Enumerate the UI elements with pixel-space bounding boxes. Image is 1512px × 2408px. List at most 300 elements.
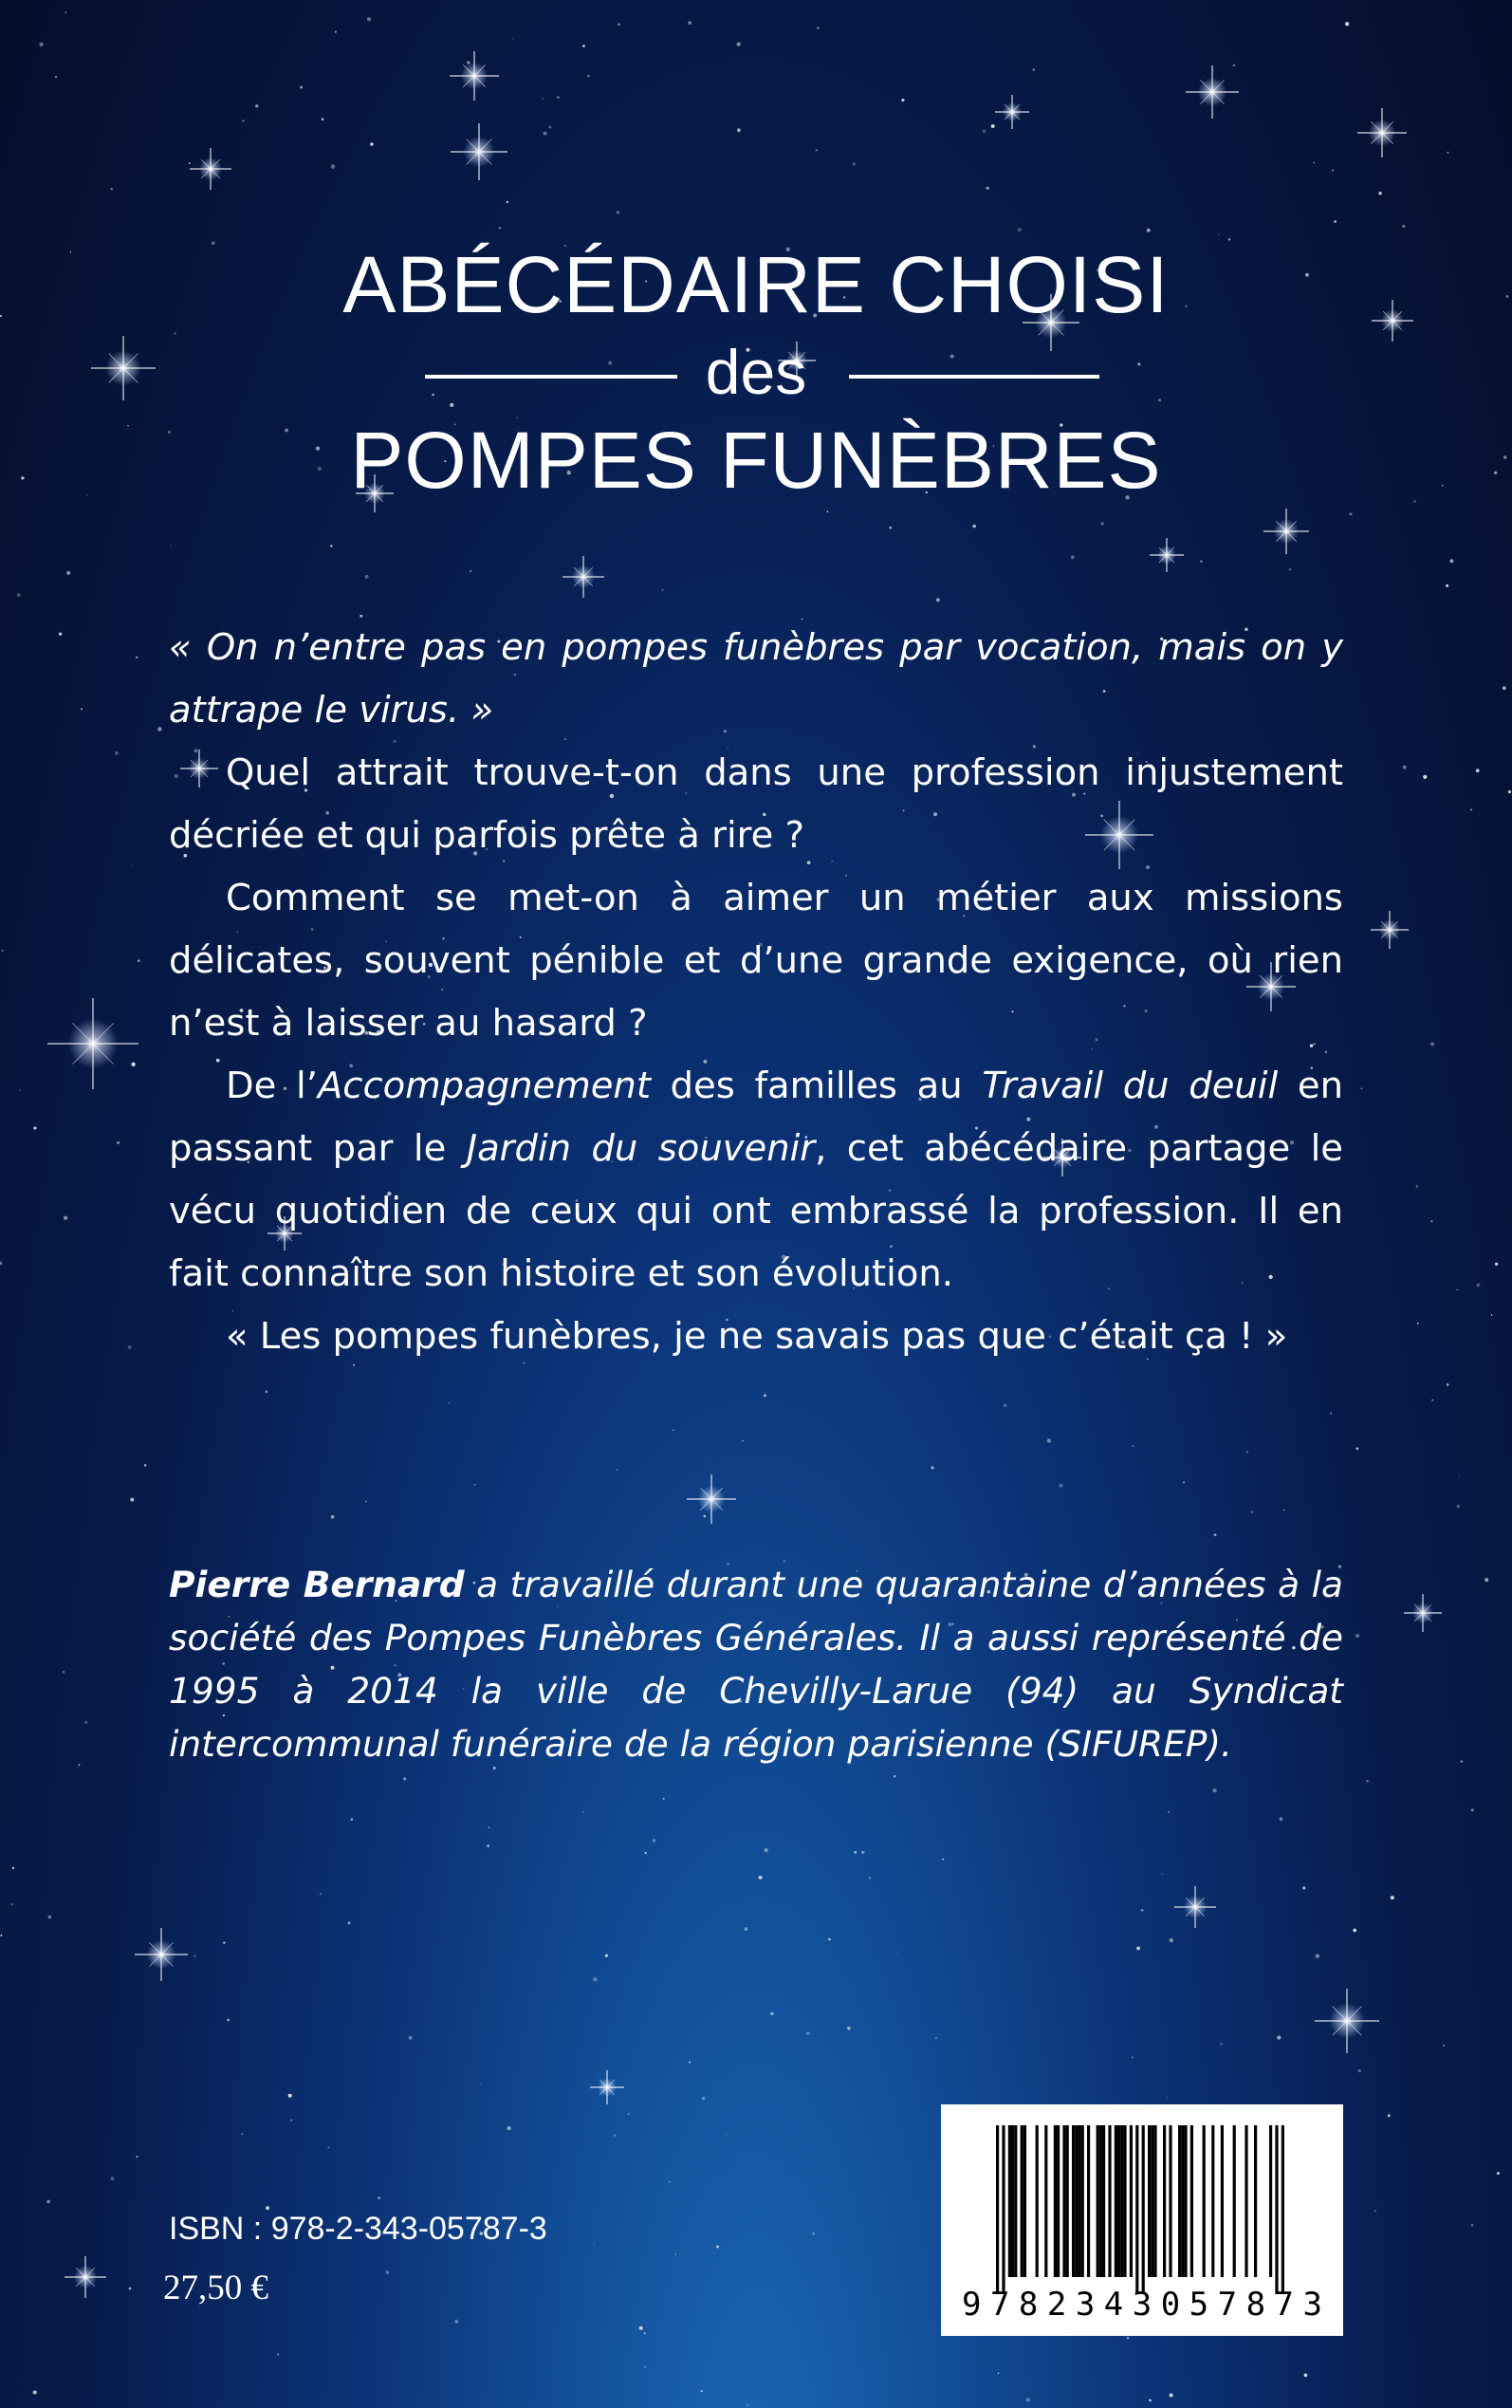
barcode-bar (1087, 2125, 1090, 2277)
star-dot (1355, 1634, 1359, 1638)
star-dot (806, 2031, 810, 2035)
star-dot (512, 38, 514, 40)
p3-italic-travail-du-deuil: Travail du deuil (982, 1065, 1279, 1107)
star-dot (582, 1812, 584, 1814)
title-line-2: des (705, 337, 807, 407)
author-bio (169, 1558, 1343, 1770)
star-dot (1004, 1404, 1006, 1407)
star-dot (716, 2246, 719, 2249)
star-dot (1403, 766, 1407, 769)
star-dot (812, 2232, 815, 2235)
star-dot (737, 128, 741, 132)
star-dot (1330, 1413, 1332, 1415)
star-dot (1334, 220, 1337, 223)
star-dot (972, 525, 976, 528)
star-dot (1280, 1818, 1283, 1822)
author-bio-text: a travaillé durant une quarantaine d’années à la société des Pompes Funèbres Générales. Il a aussi représenté de 1995 à 2014 la ville de Chevilly-Larue (94) au Syndicat intercommunal funéraire de la région parisienne (SIFUREP). (169, 1564, 1343, 1765)
barcode-bar (1142, 2125, 1145, 2294)
barcode-bar (1254, 2125, 1257, 2277)
barcode-bar (1021, 2125, 1023, 2277)
star-dot (0, 1262, 2, 1266)
star-dot (487, 1844, 489, 1847)
barcode-bar (1130, 2125, 1133, 2277)
barcode-bar (1120, 2125, 1123, 2277)
star-dot (1361, 1087, 1363, 1089)
barcode-bar (1148, 2125, 1151, 2277)
star-dot (1332, 169, 1334, 171)
barcode-bar (1135, 2125, 1138, 2294)
star-dot (1101, 522, 1104, 525)
barcode-bar (1203, 2125, 1206, 2277)
star-dot (1508, 790, 1511, 793)
star-dot (1233, 65, 1235, 66)
star-dot (266, 1390, 268, 1393)
barcode-bar (1057, 2125, 1060, 2277)
star-dot (115, 751, 119, 755)
star-dot (991, 124, 995, 128)
star-dot (1170, 1938, 1173, 1942)
title-line-3: POMPES FUNÈBRES (350, 416, 1162, 505)
star-dot (1431, 1220, 1433, 1222)
star-dot (747, 2404, 748, 2406)
star-dot (1316, 1954, 1319, 1958)
star-dot (1132, 2057, 1133, 2058)
star-dot (137, 2156, 138, 2158)
star-dot (662, 589, 664, 591)
star-dot (277, 2354, 278, 2355)
blurb-paragraph-1: Quel attrait trouve-t-on dans une profession injustement décriée et qui parfois prête à rire ? (169, 751, 1343, 857)
star-dot (499, 227, 501, 229)
barcode-bar (1181, 2125, 1184, 2277)
barcode-bar (1044, 2125, 1047, 2277)
star-dot (39, 43, 43, 46)
barcode-bar (1233, 2125, 1236, 2277)
star-dot (998, 2373, 1000, 2375)
p3-text-g: , cet abécédaire partage le vécu quotidien de ceux qui ont embrassé la profession. Il en fait connaître son histoire et son évolution. (169, 1127, 1343, 1295)
star-dot (223, 1942, 225, 1944)
star-dot (1350, 512, 1353, 515)
star-dot (46, 2200, 50, 2204)
star-dot (645, 1852, 647, 1854)
star-dot (330, 545, 332, 546)
barcode-bar (1023, 2125, 1026, 2277)
star-dot (614, 2135, 616, 2137)
star-dot (889, 527, 892, 529)
star-dot (290, 2120, 292, 2121)
star-dot (194, 1955, 195, 1957)
star-dot (129, 2288, 132, 2290)
star-dot (827, 511, 829, 513)
star-dot (1495, 1263, 1498, 1266)
star-dot (745, 1927, 748, 1931)
star-dot (1446, 584, 1448, 587)
star-dot (617, 1469, 618, 1471)
star-dot (241, 2133, 243, 2135)
star-dot (320, 1893, 322, 1895)
sparkle-star-icon (687, 1474, 736, 1524)
star-dot (347, 1921, 350, 1924)
barcode-digits: 9782343057873 (962, 2286, 1322, 2324)
barcode-bar (1153, 2125, 1156, 2277)
barcode-bar (1115, 2125, 1117, 2277)
star-dot (19, 1089, 20, 1090)
star-dot (1457, 1289, 1458, 1290)
star-dot (759, 1876, 763, 1880)
star-dot (227, 2019, 230, 2022)
star-dot (1071, 555, 1075, 559)
star-dot (1168, 1811, 1170, 1813)
star-dot (1277, 2036, 1281, 2040)
star-dot (138, 959, 140, 962)
star-dot (1491, 1314, 1492, 1315)
star-dot (1141, 1909, 1144, 1912)
star-dot (1183, 1481, 1185, 1483)
barcode-bar (1117, 2125, 1120, 2277)
star-dot (1059, 1484, 1062, 1488)
star-dot (542, 98, 544, 100)
star-dot (1431, 1399, 1433, 1401)
star-dot (1497, 2172, 1500, 2175)
star-dot (765, 1848, 768, 1852)
star-dot (639, 2326, 643, 2330)
barcode-bar (1151, 2125, 1153, 2277)
star-dot (55, 76, 57, 78)
barcode-bar (1163, 2125, 1166, 2277)
star-dot (1302, 1886, 1305, 1889)
star-dot (288, 2094, 292, 2098)
star-dot (242, 120, 245, 121)
sparkle-star-icon (450, 51, 499, 101)
p3-text-a: De l’ (226, 1065, 318, 1107)
star-dot (81, 708, 83, 710)
star-dot (409, 2036, 413, 2040)
p3-text-e: en passant par le (169, 1065, 1343, 1170)
star-dot (1018, 228, 1022, 232)
p3-text-c: des familles au (650, 1065, 983, 1107)
star-dot (817, 27, 819, 28)
star-dot (189, 162, 191, 164)
star-dot (47, 1916, 51, 1919)
star-dot (1047, 1438, 1051, 1442)
star-dot (1214, 1533, 1217, 1536)
star-dot (726, 2135, 727, 2136)
star-dot (59, 633, 62, 636)
barcode-bar (1054, 2125, 1057, 2277)
star-dot (1127, 2337, 1130, 2340)
star-dot (1366, 1780, 1369, 1783)
star-dot (742, 1440, 744, 1442)
star-dot (587, 75, 590, 78)
star-dot (128, 1345, 132, 1349)
star-dot (454, 2320, 458, 2324)
star-dot (131, 865, 132, 866)
star-dot (1220, 2043, 1222, 2045)
star-dot (1423, 775, 1427, 779)
star-dot (1503, 686, 1506, 690)
barcode-bar (1097, 2125, 1099, 2277)
closing-quote: « Les pompes funèbres, je ne savais pas que c’était ça ! » (226, 1315, 1288, 1358)
barcode-bar (1072, 2125, 1075, 2277)
sparkle-star-icon (562, 556, 604, 598)
star-dot (10, 1903, 12, 1905)
barcode-bar (1078, 2125, 1080, 2277)
sparkle-star-icon (1371, 911, 1409, 949)
barcode-bar (1169, 2125, 1171, 2277)
star-dot (1443, 2045, 1445, 2047)
star-dot (1026, 2398, 1030, 2401)
star-dot (350, 1818, 353, 1821)
star-dot (0, 1935, 2, 1936)
star-dot (1304, 2374, 1308, 2378)
star-dot (663, 1798, 665, 1800)
title-line-1: ABÉCÉDAIRE CHOISI (342, 240, 1170, 329)
star-dot (1358, 2069, 1361, 2072)
barcode-bar (1014, 2125, 1017, 2277)
star-dot (689, 2061, 691, 2063)
barcode-bar (1178, 2125, 1181, 2277)
barcode-bar (1123, 2125, 1126, 2277)
ean13-barcode (941, 2104, 1343, 2336)
barcode-bar (1002, 2125, 1005, 2294)
star-dot (1147, 229, 1151, 232)
back-cover-blurb (169, 617, 1343, 1368)
star-dot (488, 1826, 489, 1828)
star-dot (157, 727, 161, 731)
star-dot (33, 2390, 37, 2394)
star-dot (869, 1877, 871, 1879)
star-dot (675, 2253, 677, 2255)
star-dot (1447, 152, 1449, 154)
star-dot (986, 187, 989, 190)
star-dot (1218, 234, 1219, 235)
star-dot (1391, 1896, 1394, 1899)
star-dot (449, 1402, 450, 1403)
star-dot (63, 1671, 65, 1674)
star-dot (33, 1126, 36, 1129)
sparkle-star-icon (1404, 1594, 1442, 1632)
sparkle-star-icon (1263, 509, 1309, 554)
sparkle-star-icon (1357, 108, 1407, 157)
star-dot (1149, 2399, 1152, 2402)
barcode-bar (1282, 2125, 1284, 2294)
star-dot (653, 1839, 655, 1842)
star-dot (300, 86, 303, 89)
barcode-bar (1099, 2125, 1102, 2277)
star-dot (136, 657, 138, 658)
star-dot (386, 2270, 390, 2274)
star-dot (1449, 559, 1453, 563)
star-dot (403, 1777, 406, 1780)
star-dot (1313, 162, 1314, 163)
star-dot (1161, 1874, 1162, 1875)
star-dot (470, 570, 472, 573)
barcode-label (941, 2104, 1343, 2336)
barcode-bar (996, 2125, 999, 2294)
star-dot (855, 1851, 857, 1854)
star-dot (322, 118, 324, 120)
barcode-bar (1066, 2125, 1069, 2277)
p3-italic-accompagnement: Accompagnement (317, 1065, 651, 1107)
sparkle-star-icon (65, 2256, 106, 2298)
star-dot (594, 2245, 595, 2246)
star-dot (64, 1216, 67, 1220)
star-dot (983, 130, 986, 134)
barcode-bar (1275, 2125, 1278, 2294)
star-dot (861, 1851, 864, 1854)
barcode-bar (1062, 2125, 1065, 2277)
star-dot (331, 164, 335, 168)
star-dot (770, 2012, 773, 2015)
star-dot (853, 162, 856, 165)
sparkle-star-icon (47, 998, 138, 1089)
star-dot (365, 575, 369, 579)
star-dot (507, 2126, 510, 2130)
star-dot (171, 545, 172, 546)
opening-quote: « On n’entre pas en pompes funèbres par vocation, mais on y attrape le virus. » (169, 626, 1343, 732)
star-dot (1470, 809, 1472, 811)
star-dot (367, 17, 371, 21)
barcode-bar (1102, 2125, 1105, 2277)
star-dot (131, 1063, 135, 1066)
star-dot (84, 1721, 87, 1724)
barcode-bar (1108, 2125, 1111, 2277)
star-dot (266, 2206, 269, 2210)
star-dot (847, 2027, 851, 2030)
isbn: ISBN : 978-2-343-05787-3 (169, 2211, 547, 2247)
star-dot (1461, 1760, 1463, 1762)
star-dot (593, 1977, 597, 1981)
star-dot (117, 1141, 120, 1144)
star-dot (65, 11, 67, 13)
star-dot (1458, 1474, 1459, 1475)
star-dot (378, 2196, 380, 2199)
star-dot (1417, 1323, 1419, 1324)
barcode-bar (1184, 2125, 1187, 2277)
blurb-paragraph-2: Comment se met-on à aimer un métier aux missions délicates, souvent pénible et d’une grande exigence, où rien n’est à laisser au hasard ? (169, 877, 1343, 1045)
star-dot (1212, 1788, 1216, 1792)
star-dot (1476, 769, 1480, 772)
star-dot (1353, 1929, 1356, 1933)
star-dot (644, 2366, 646, 2368)
star-dot (688, 21, 691, 24)
star-dot (1471, 1808, 1474, 1811)
title-rule-right (849, 375, 1099, 379)
star-dot (895, 1952, 896, 1953)
sparkle-star-icon (995, 95, 1029, 129)
star-dot (669, 2181, 671, 2183)
star-dot (1170, 2393, 1173, 2397)
sparkle-star-icon (1150, 538, 1184, 572)
star-dot (1167, 2097, 1168, 2098)
sparkle-star-icon (590, 2070, 624, 2104)
sparkle-star-icon (135, 1928, 188, 1981)
star-dot (255, 104, 258, 107)
star-dot (816, 149, 818, 151)
barcode-bar (1190, 2125, 1193, 2277)
sparkle-star-icon (1174, 1886, 1216, 1928)
star-dot (370, 142, 374, 146)
barcode-bar (1269, 2125, 1272, 2277)
star-dot (1471, 2224, 1474, 2227)
barcode-bar (1008, 2125, 1011, 2277)
star-dot (764, 1394, 766, 1397)
star-dot (1246, 1451, 1248, 1453)
star-dot (1345, 22, 1349, 26)
star-dot (365, 1501, 367, 1503)
star-dot (1132, 1445, 1134, 1447)
star-dot (335, 31, 337, 33)
price: 27,50 € (163, 2269, 268, 2307)
star-dot (1, 950, 4, 953)
star-dot (701, 2390, 703, 2392)
star-dot (110, 188, 112, 190)
barcode-bar (1075, 2125, 1078, 2277)
star-dot (1355, 1447, 1358, 1450)
star-dot (1416, 1185, 1419, 1188)
author-name: Pierre Bernard (169, 1564, 465, 1605)
sparkle-star-icon (451, 123, 507, 180)
star-dot (1388, 2114, 1391, 2117)
barcode-bar (1221, 2125, 1224, 2277)
star-dot (894, 1775, 895, 1777)
p3-italic-jardin-du-souvenir: Jardin du souvenir (466, 1127, 816, 1170)
barcode-bar (1036, 2125, 1039, 2277)
star-dot (78, 1764, 80, 1766)
sparkle-star-icon (190, 148, 231, 190)
barcode-bar (1081, 2125, 1084, 2277)
blurb-paragraph-3 (169, 1055, 1343, 1306)
star-dot (130, 1498, 134, 1502)
star-dot (548, 126, 551, 129)
star-dot (1033, 68, 1036, 71)
star-dot (942, 1859, 944, 1861)
star-dot (1374, 2210, 1376, 2212)
barcode-bar (1245, 2125, 1247, 2277)
sparkle-star-icon (1315, 1989, 1379, 2053)
star-dot (605, 1954, 608, 1957)
star-dot (1289, 568, 1291, 570)
star-dot (704, 1515, 707, 1518)
star-dot (1378, 192, 1381, 194)
star-dot (17, 593, 21, 597)
star-dot (507, 201, 508, 203)
star-dot (582, 45, 585, 47)
star-dot (627, 2113, 630, 2116)
star-dot (66, 571, 70, 575)
star-dot (544, 132, 547, 136)
star-dot (1476, 1283, 1480, 1287)
star-dot (935, 2037, 937, 2039)
star-dot (644, 2332, 646, 2334)
star-dot (737, 43, 741, 46)
star-dot (557, 96, 560, 99)
star-dot (618, 24, 619, 26)
star-dot (331, 1515, 335, 1519)
star-dot (931, 1466, 933, 1469)
star-dot (1457, 1505, 1460, 1508)
star-dot (1200, 560, 1203, 563)
barcode-bar (1211, 2125, 1214, 2277)
star-dot (327, 2146, 329, 2148)
star-dot (828, 1938, 831, 1941)
sparkle-star-icon (1186, 65, 1239, 119)
star-dot (617, 211, 619, 213)
star-dot (1484, 1578, 1488, 1582)
star-dot (901, 99, 904, 102)
star-dot (144, 1464, 147, 1467)
star-dot (1402, 225, 1405, 228)
star-dot (936, 598, 940, 602)
